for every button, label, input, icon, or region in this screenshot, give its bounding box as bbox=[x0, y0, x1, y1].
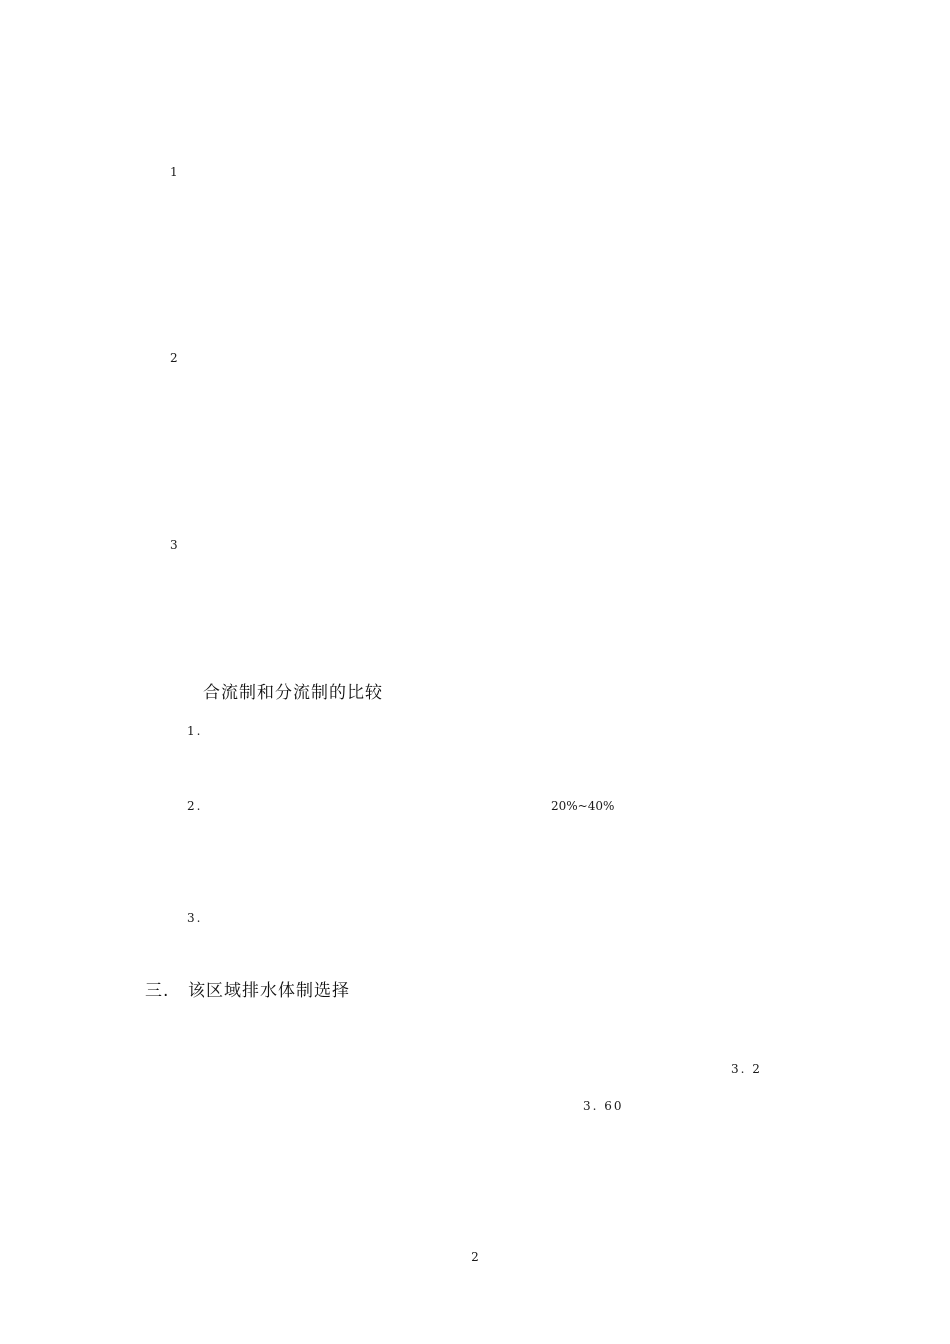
section-number: 三. bbox=[145, 981, 170, 1001]
text-segment: 3 bbox=[170, 538, 180, 552]
measurement-value: 3. 2 bbox=[731, 1062, 762, 1076]
text-segment: 2 bbox=[170, 351, 180, 365]
text-segment: 1 bbox=[170, 165, 180, 179]
percentage-range: 20%~40% bbox=[551, 799, 615, 813]
subheading-text: 合流制和分流制的比较 bbox=[203, 683, 383, 703]
text-segment: 2. bbox=[187, 799, 203, 813]
measurement-value: 3. 60 bbox=[583, 1099, 624, 1113]
text-segment: 3. bbox=[187, 911, 203, 925]
section-title: 该区域排水体制选择 bbox=[188, 981, 350, 1001]
text-segment: 1. bbox=[187, 724, 203, 738]
page-number: 2 bbox=[471, 1250, 479, 1264]
